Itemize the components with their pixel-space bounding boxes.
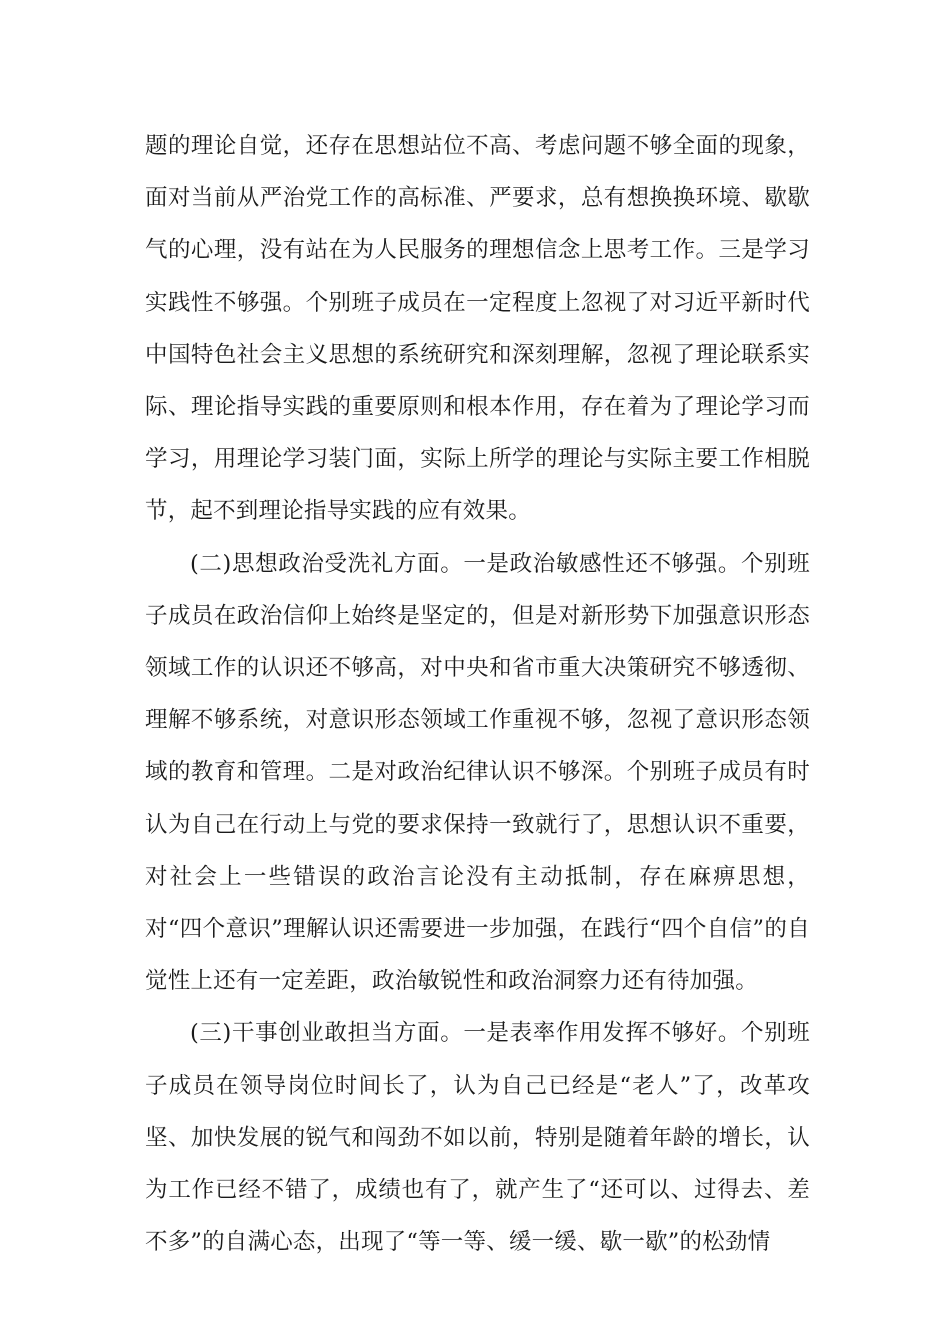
paragraph-continuation: 题的理论自觉，还存在思想站位不高、考虑问题不够全面的现象，面对当前从严治党工作的高标准、严要求，总有想换换环境、歇歇气的心理，没有站在为人民服务的理想信念上思考工作。三是学习实践性不够强。个别班子成员在一定程度上忽视了对习近平新时代中国特色社会主义思想的系统研究和深刻理解，忽视了理论联系实际、理论指导实践的重要原则和根本作用，存在着为了理论学习而学习，用理论学习装门面，实际上所学的理论与实际主要工作相脱节，起不到理论指导实践的应有效果。 — [145, 133, 810, 525]
paragraph-section-two: (二)思想政治受洗礼方面。一是政治敏感性还不够强。个别班子成员在政治信仰上始终是坚定的，但是对新形势下加强意识形态领域工作的认识还不够高，对中央和省市重大决策研究不够透彻、理解不够系统，对意识形态领域工作重视不够，忽视了意识形态领域的教育和管理。二是对政治纪律认识不够深。个别班子成员有时认为自己在行动上与党的要求保持一致就行了，思想认识不重要，对社会上一些错误的政治言论没有主动抵制，存在麻痹思想，对“四个意识”理解认识还需要进一步加强，在践行“四个自信”的自觉性上还有一定差距，政治敏锐性和政治洞察力还有待加强。 — [145, 550, 810, 995]
paragraph-section-three: (三)干事创业敢担当方面。一是表率作用发挥不够好。个别班子成员在领导岗位时间长了，认为自己已经是“老人”了，改革攻坚、加快发展的锐气和闯劲不如以前，特别是随着年龄的增长，认为工作已经不错了，成绩也有了，就产生了“还可以、过得去、差不多”的自满心态，出现了“等一等、缓一缓、歇一歇”的松劲情 — [145, 1020, 810, 1256]
document-body — [145, 120, 810, 1268]
